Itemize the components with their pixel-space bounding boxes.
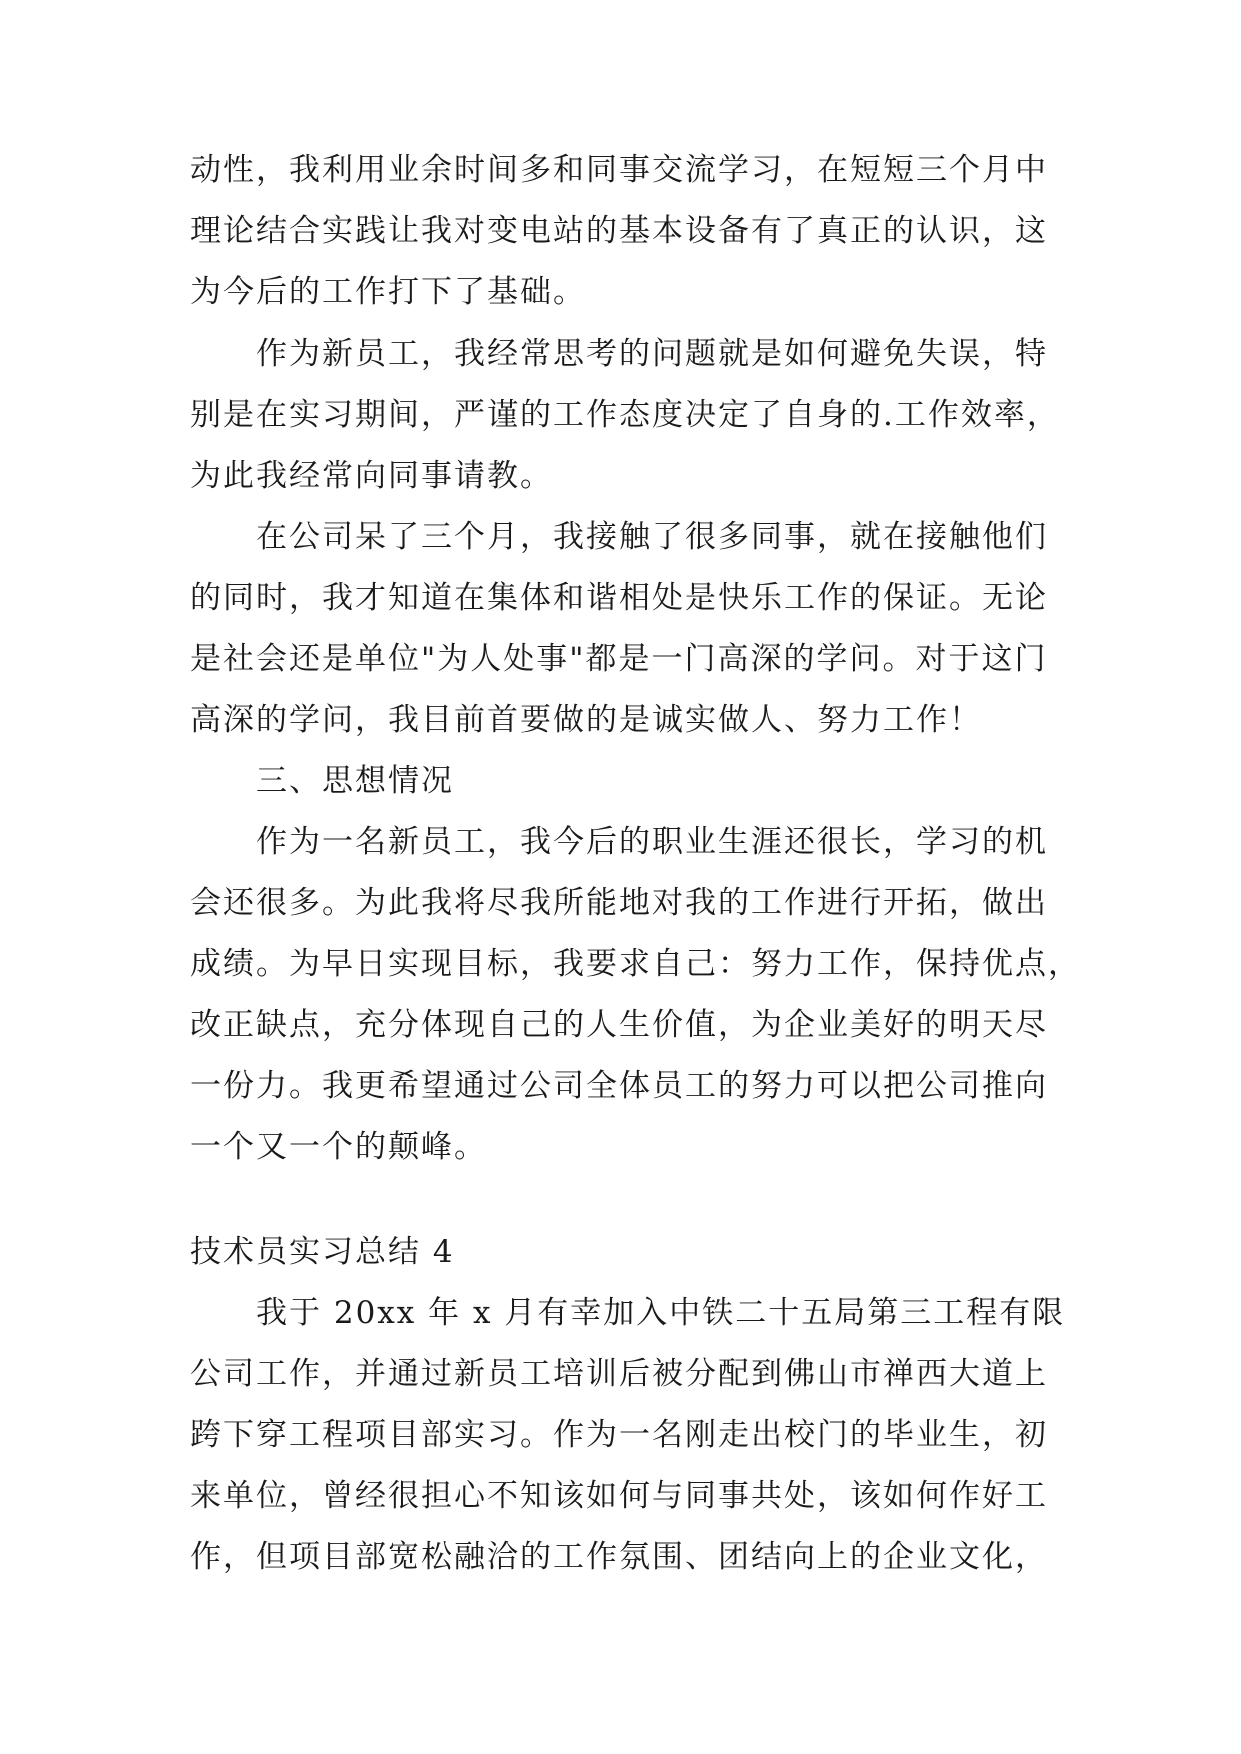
- paragraph-line: 公司工作，并通过新员工培训后被分配到佛山市禅西大道上: [190, 1356, 1048, 1392]
- article-title: 技术员实习总结 4: [190, 1234, 455, 1270]
- paragraph-line: 作，但项目部宽松融洽的工作氛围、团结向上的企业文化，: [190, 1539, 1048, 1575]
- paragraph-line: 一个又一个的颠峰。: [190, 1129, 487, 1165]
- section-heading: 三、思想情况: [256, 763, 454, 799]
- paragraph-line: 是社会还是单位"为人处事"都是一门高深的学问。对于这门: [190, 641, 1048, 677]
- paragraph-line: 作为新员工，我经常思考的问题就是如何避免失误，特: [256, 336, 1048, 372]
- paragraph-line: 的同时，我才知道在集体和谐相处是快乐工作的保证。无论: [190, 580, 1048, 616]
- paragraph-line: 为今后的工作打下了基础。: [190, 274, 586, 310]
- paragraph-line: 跨下穿工程项目部实习。作为一名刚走出校门的毕业生，初: [190, 1417, 1048, 1453]
- paragraph-line: 会还很多。为此我将尽我所能地对我的工作进行开拓，做出: [190, 885, 1048, 921]
- paragraph-line: 动性，我利用业余时间多和同事交流学习，在短短三个月中: [190, 152, 1048, 188]
- paragraph-line: 改正缺点，充分体现自己的人生价值，为企业美好的明天尽: [190, 1007, 1048, 1043]
- paragraph-line: 成绩。为早日实现目标，我要求自己：努力工作，保持优点，: [190, 946, 1081, 982]
- paragraph-line: 来单位，曾经很担心不知该如何与同事共处，该如何作好工: [190, 1478, 1048, 1514]
- paragraph-line: 在公司呆了三个月，我接触了很多同事，就在接触他们: [256, 519, 1048, 555]
- paragraph-line: 别是在实习期间，严谨的工作态度决定了自身的.工作效率，: [190, 397, 1060, 433]
- paragraph-line: 理论结合实践让我对变电站的基本设备有了真正的认识，这: [190, 213, 1048, 249]
- paragraph-line: 我于 20xx 年 x 月有幸加入中铁二十五局第三工程有限: [256, 1295, 1066, 1331]
- paragraph-line: 作为一名新员工，我今后的职业生涯还很长，学习的机: [256, 824, 1048, 860]
- paragraph-line: 为此我经常向同事请教。: [190, 458, 553, 494]
- paragraph-line: 一份力。我更希望通过公司全体员工的努力可以把公司推向: [190, 1068, 1048, 1104]
- paragraph-line: 高深的学问，我目前首要做的是诚实做人、努力工作！: [190, 702, 982, 738]
